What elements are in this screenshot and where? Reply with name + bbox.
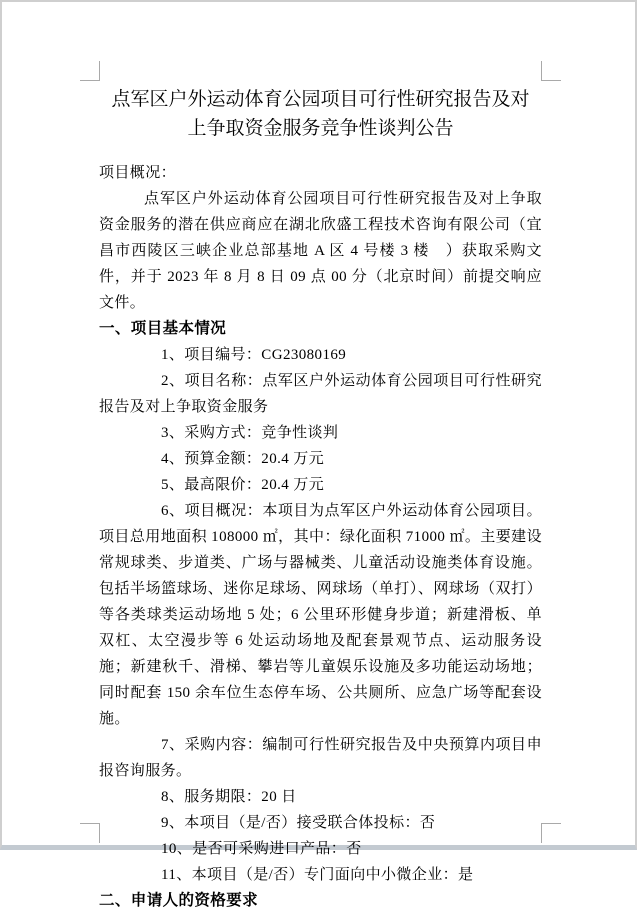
list-item-sme-oriented: 11、本项目（是/否）专门面向中小微企业：是 bbox=[161, 867, 474, 883]
page-title: 点军区户外运动体育公园项目可行性研究报告及对上争取资金服务竞争性谈判公告 bbox=[111, 89, 530, 139]
margin-mark-bottom-left bbox=[80, 823, 100, 843]
list-item-project-overview: 6、项目概况：本项目为点军区户外运动体育公园项目。项目总用地面积 108000 ㎡，其中：绿化面积 71000 ㎡。主要建设常规球类、步道类、广场与器械类、儿童活动设施类体育设施。包括半场篮球场、迷你足球场、网球场（单打）、网球场（双打）等各类球类运动场地 5 处；6 公里环形健身步道；新建滑板、单双杠、太空漫步等 6 处运动场地及配套景观节点、运动服务设施；新建秋千、滑梯、攀岩等儿童娱乐设施及多功能运动场地；同时配套 150 余车位生态停车场、公共厕所、应急广场等配套设施。 bbox=[99, 503, 542, 727]
margin-mark-top-right bbox=[541, 61, 561, 81]
list-item-import-products: 10、是否可采购进口产品：否 bbox=[161, 841, 362, 857]
section1-heading: 一、项目基本情况 bbox=[99, 320, 227, 337]
list-item-project-number: 1、项目编号：CG23080169 bbox=[161, 347, 347, 363]
list-item-max-price: 5、最高限价：20.4 万元 bbox=[161, 477, 325, 493]
list-item-procurement-method: 3、采购方式：竞争性谈判 bbox=[161, 425, 339, 441]
list-item-project-name: 2、项目名称：点军区户外运动体育公园项目可行性研究报告及对上争取资金服务 bbox=[99, 373, 542, 415]
list-item-service-period: 8、服务期限：20 日 bbox=[161, 789, 297, 805]
list-item-consortium-bid: 9、本项目（是/否）接受联合体投标：否 bbox=[161, 815, 436, 831]
list-item-budget-amount: 4、预算金额：20.4 万元 bbox=[161, 451, 325, 467]
section2-heading: 二、申请人的资格要求 bbox=[99, 892, 259, 909]
overview-label: 项目概况： bbox=[99, 165, 177, 181]
margin-mark-bottom-right bbox=[541, 823, 561, 843]
list-item-procurement-content: 7、采购内容：编制可行性研究报告及中央预算内项目申报咨询服务。 bbox=[99, 737, 542, 779]
margin-mark-top-left bbox=[80, 61, 100, 81]
overview-paragraph: 点军区户外运动体育公园项目可行性研究报告及对上争取资金服务的潜在供应商应在湖北欣盛工程技术咨询有限公司（宜昌市西陵区三峡企业总部基地 A 区 4 号楼 3 楼 ）获取采购文件，并于 2023 年 8 月 8 日 09 点 00 分（北京时间）前提交响应文件。 bbox=[99, 191, 542, 311]
document-content bbox=[99, 80, 542, 914]
